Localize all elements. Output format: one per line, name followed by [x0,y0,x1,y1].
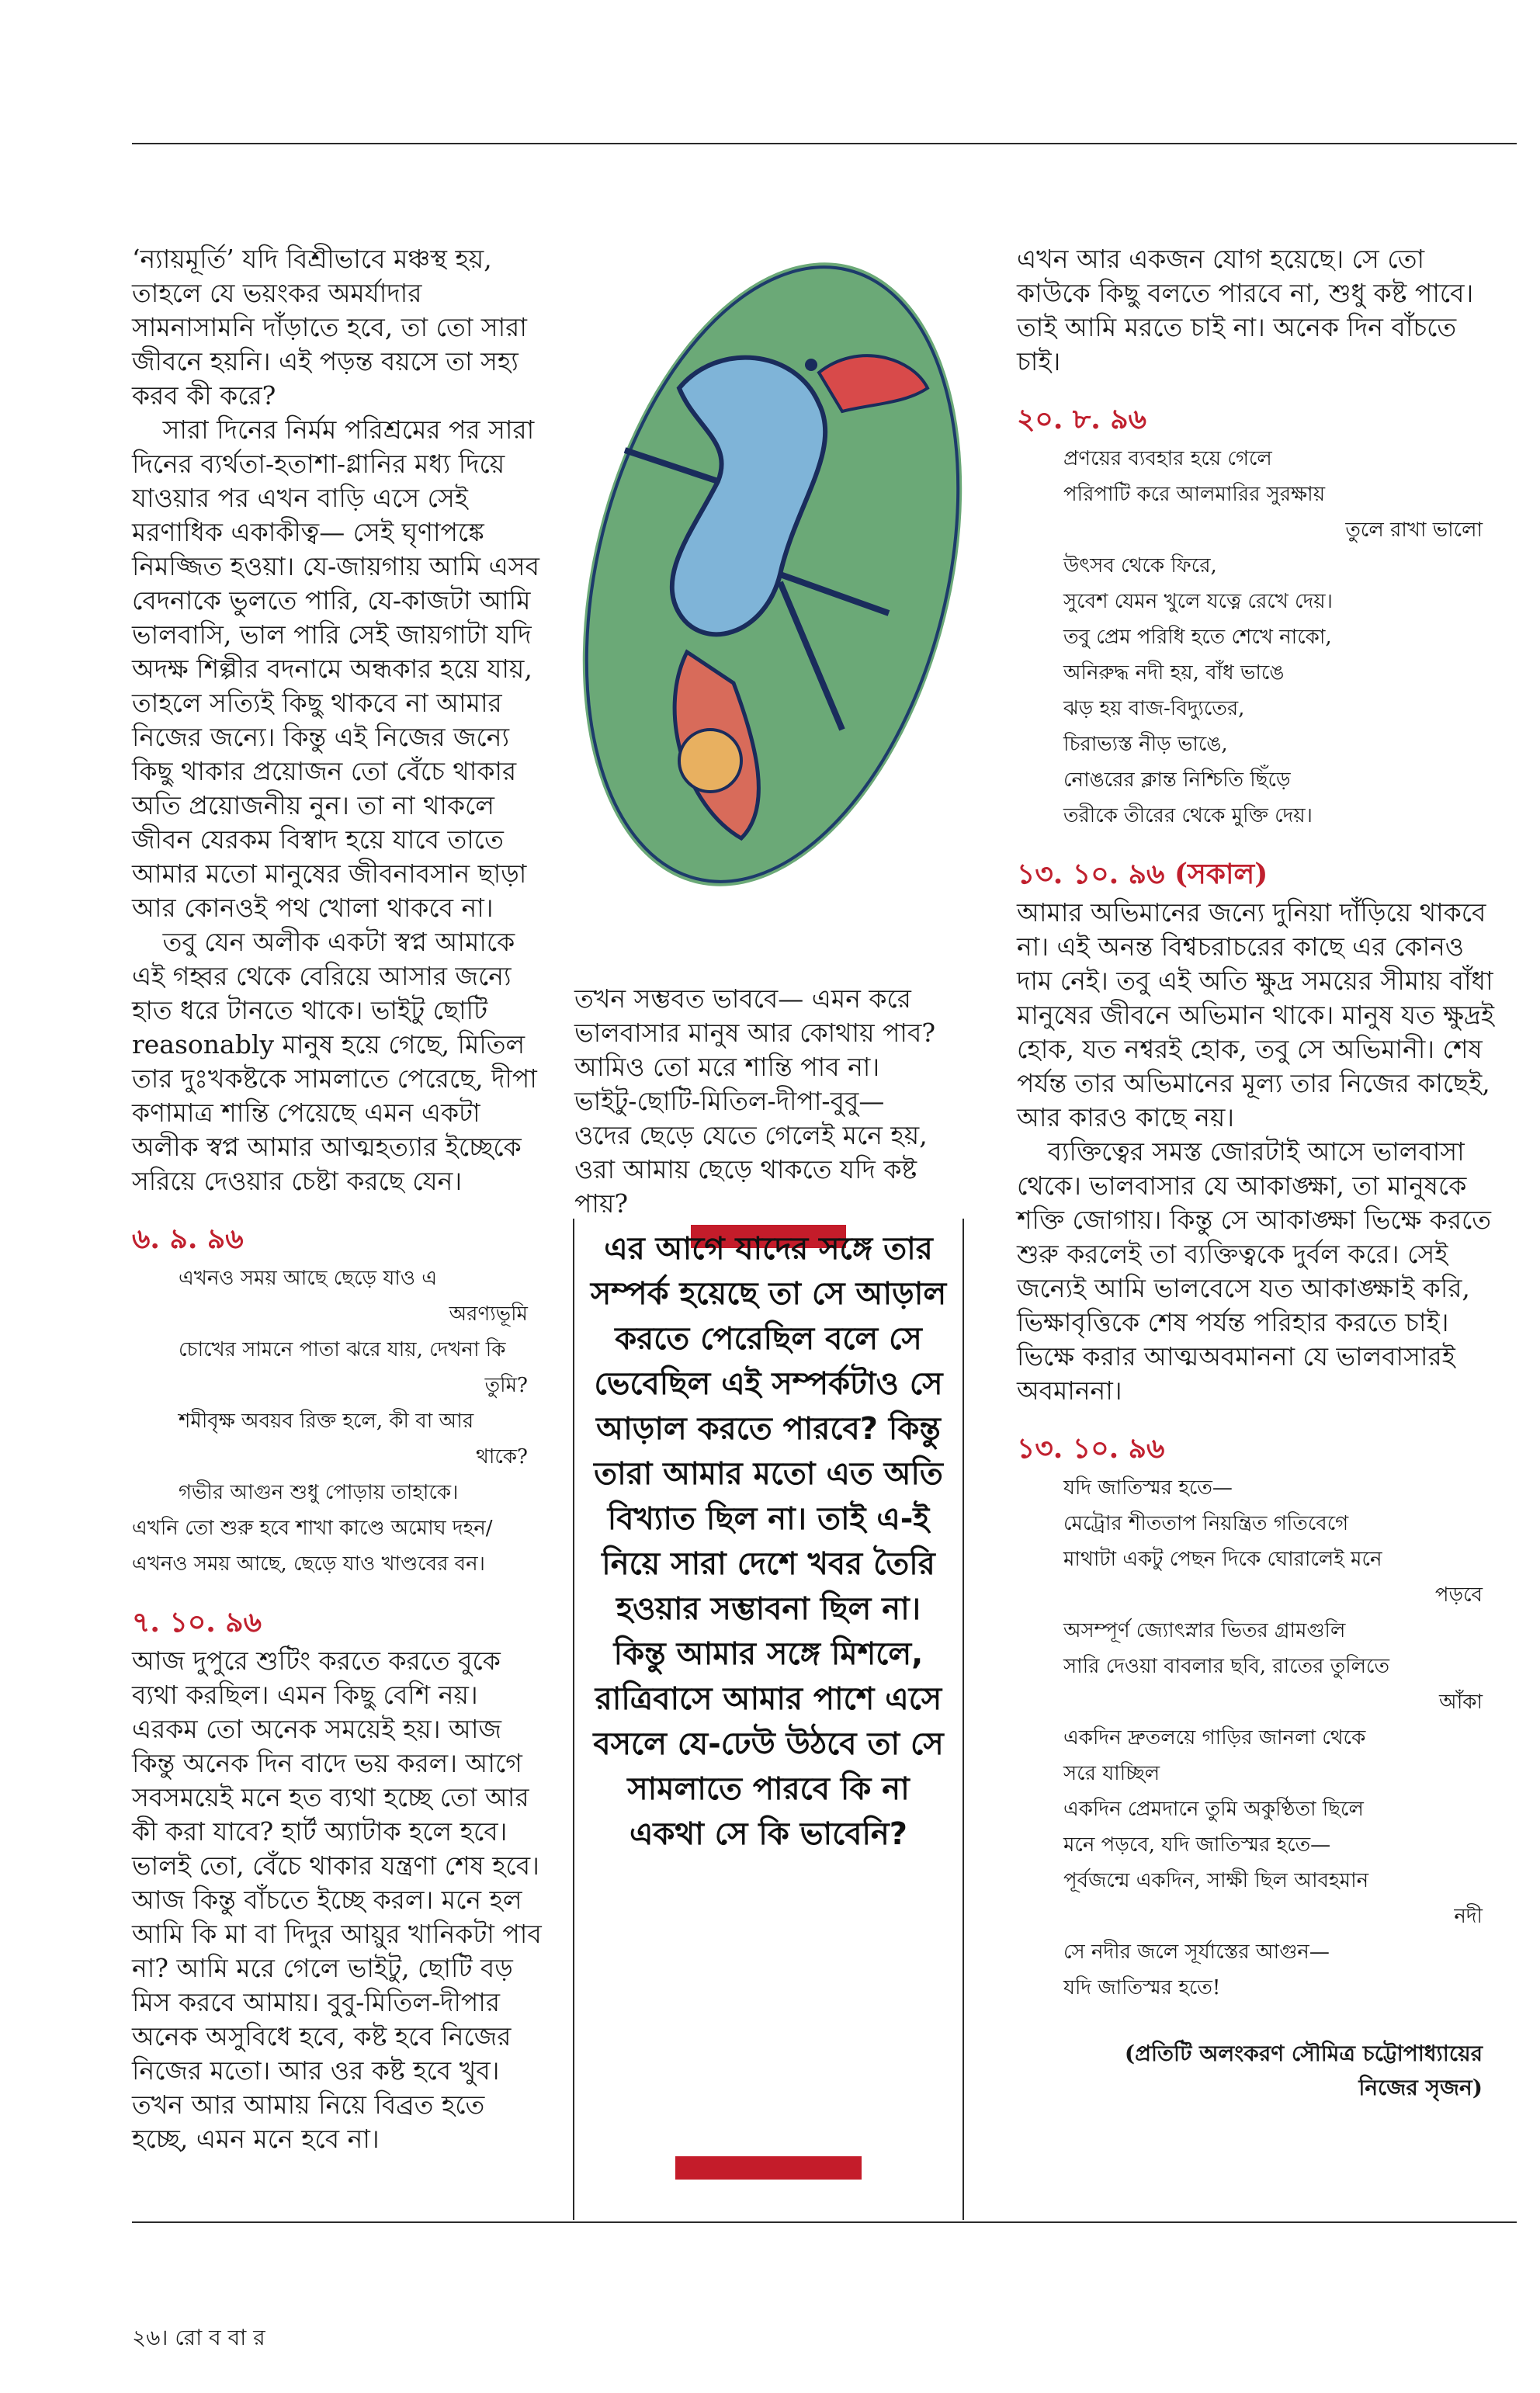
poem-line: এখনি তো শুরু হবে শাখা কাণ্ডে অমোঘ দহন/ [132,1517,493,1540]
illustration-bird-in-egg [563,248,982,900]
page-footer: ২৬। রো ব বা র [132,2325,265,2350]
poem [132,1261,543,1582]
poem-line: এখনও সময় আছে ছেড়ে যাও এ [179,1267,438,1290]
poem-line: ঝড় হয় বাজ-বিদ্যুতের, [1063,697,1245,720]
paragraph: আমার অভিমানের জন্যে দুনিয়া দাঁড়িয়ে থাকবে না। এই অনন্ত বিশ্বচরাচরের কাছে এর কোনও দাম নেই। তবু এই অতি ক্ষুদ্র সময়ের সীমায় বাঁধা মানুষের জীবনে অভিমান থাকে। মানুষ যত ক্ষুদ্রই হোক, যত নশ্বরই হোক, তবু সে অভিমানী। শেষ পর্যন্ত তার অভিমানের মূল্য তার নিজের কাছেই, আর কারও কাছে নয়। [1017,897,1495,1132]
paragraph: ‘ন্যায়মূর্তি’ যদি বিশ্রীভাবে মঞ্চস্থ হয়, তাহলে যে ভয়ংকর অমর্যাদার সামনাসামনি দাঁড়াতে হবে, তা তো সারা জীবনে হয়নি। এই পড়ন্ত বয়সে তা সহ্য করব কী করে? [132,244,527,411]
poem-line: পড়বে [1434,1583,1483,1607]
top-rule [132,143,1517,144]
diary-date: ১৩. ১০. ৯৬ [1017,1432,1165,1465]
poem-line: তরীকে তীরের থেকে মুক্তি দেয়। [1063,804,1313,827]
poem-line: মাথাটা একটু পেছন দিকে ঘোরালেই মনে [1063,1548,1382,1571]
poem-line: পরিপাটি করে আলমারির সুরক্ষায় [1063,483,1326,506]
poem-line: গভীর আগুন শুধু পোড়ায় তাহাকে। [179,1481,459,1504]
poem-line: চিরাভ্যস্ত নীড় ভাঙে, [1063,733,1228,756]
credit-line: নিজের সৃজন) [1358,2075,1483,2100]
poem-line: অনিরুদ্ধ নদী হয়, বাঁধ ভাঙে [1063,661,1285,685]
poem-line: সুবেশ যেমন খুলে যত্নে রেখে দেয়। [1063,590,1333,613]
column-left [132,242,543,2156]
column-divider-left [573,1219,574,2220]
poem-line: সরে যাচ্ছিল [1063,1762,1160,1785]
poem-line: শমীবৃক্ষ অবয়ব রিক্ত হলে, কী বা আর [179,1410,474,1433]
poem [1017,1470,1498,2006]
paragraph: তখন সম্ভবত ভাববে— এমন করে ভালবাসার মানুষ আর কোথায় পাব? আমিও তো মরে শান্তি পাব না। ভাইটু-ছোটি-মিতিল-দীপা-বুবু— ওদের ছেড়ে যেতে গেলেই মনে হয়, ওরা আমায় ছেড়ে থাকতে যদি কষ্ট পায়? [574,983,936,1219]
credit-line: (প্রতিটি অলংকরণ সৌমিত্র চট্টোপাধ্যায়ের [1124,2041,1483,2066]
pull-quote: এর আগে যাদের সঙ্গে তার সম্পর্ক হয়েছে তা সে আড়াল করতে পেরেছিল বলে সে ভেবেছিল এই সম্পর্কটাও সে আড়াল করতে পারবে? কিন্তু তারা আমার মতো এত অতি বিখ্যাত ছিল না। তাই এ-ই নিয়ে সারা দেশে খবর তৈরি হওয়ার সম্ভাবনা ছিল না। কিন্তু আমার সঙ্গে মিশলে, রাত্রিবাসে আমার পাশে এসে বসলে যে-ঢেউ উঠবে তা সে সামলাতে পারবে কি না একথা সে কি ভাবেনি? [590,1231,947,1852]
diary-date: ১৩. ১০. ৯৬ (সকাল) [1017,858,1268,890]
poem-line: থাকে? [476,1445,528,1469]
poem-line: চোখের সামনে পাতা ঝরে যায়, দেখনা কি [179,1338,506,1361]
paragraph: এখন আর একজন যোগ হয়েছে। সে তো কাউকে কিছু বলতে পারবে না, শুধু কষ্ট পাবে। তাই আমি মরতে চাই না। অনেক দিন বাঁচতে চাই। [1017,244,1474,376]
pullquote-bottom-bar [675,2156,862,2180]
poem-line: অরণ্যভূমি [449,1302,528,1326]
diary-date: ৭. ১০. ৯৬ [132,1606,262,1639]
poem-line: নোঙরের ক্লান্ত নিশ্চিতি ছিঁড়ে [1063,768,1291,792]
poem-line: আঁকা [1438,1691,1483,1714]
poem-line: তুলে রাখা ভালো [1345,518,1483,542]
poem-line: তুমি? [484,1374,528,1397]
poem-line: প্রণয়ের ব্যবহার হয়ে গেলে [1063,447,1272,470]
illustration-credit [1017,2037,1498,2105]
poem-line: সে নদীর জলে সূর্যাস্তের আগুন— [1063,1940,1330,1964]
poem-line: সারি দেওয়া বাবলার ছবি, রাতের তুলিতে [1063,1655,1389,1678]
bottom-rule [132,2221,1517,2223]
poem-line: মনে পড়বে, যদি জাতিস্মর হতে— [1063,1833,1331,1857]
column-right [1017,242,1498,2105]
diary-date: ২০. ৮. ৯৬ [1017,403,1147,435]
poem-line: যদি জাতিস্মর হতে! [1063,1976,1221,1999]
poem-line: অসম্পূর্ণ জ্যোৎস্নার ভিতর গ্রামগুলি [1063,1619,1346,1642]
poem-line: উৎসব থেকে ফিরে, [1063,554,1217,577]
poem-line: যদি জাতিস্মর হতে— [1063,1476,1233,1500]
poem-line: মেট্রোর শীততাপ নিয়ন্ত্রিত গতিবেগে [1063,1512,1349,1535]
column-middle [574,982,947,1221]
paragraph: ব্যক্তিত্বের সমস্ত জোরটাই আসে ভালবাসা থেকে। ভালবাসার যে আকাঙ্ক্ষা, তা মানুষকে শক্তি জোগায়। কিন্তু সে আকাঙ্ক্ষা ভিক্ষে করতে শুরু করলেই তা ব্যক্তিত্বকে দুর্বল করে। সেই জন্যেই আমি ভালবেসে যত আকাঙ্ক্ষাই করি, ভিক্ষাবৃত্তিকে শেষ পর্যন্ত পরিহার করতে চাই। ভিক্ষে করার আত্মঅবমাননা যে ভালবাসারই অবমাননা। [1017,1136,1492,1406]
column-divider-right [962,1219,964,2220]
poem-line: একদিন প্রেমদানে তুমি অকুণ্ঠিতা ছিলে [1063,1798,1364,1821]
poem-line: নদী [1454,1905,1483,1928]
poem-line: একদিন দ্রুতলয়ে গাড়ির জানলা থেকে [1063,1726,1366,1750]
diary-date: ৬. ৯. ৯৬ [132,1223,244,1255]
poem-line: পূর্বজন্মে একদিন, সাক্ষী ছিল আবহমান [1063,1869,1369,1892]
paragraph: আজ দুপুরে শুটিং করতে করতে বুকে ব্যথা করছিল। এমন কিছু বেশি নয়। এরকম তো অনেক সময়েই হয়। আজ কিন্তু অনেক দিন বাদে ভয় করল। আগে সবসময়েই মনে হত ব্যথা হচ্ছে তো আর কী করা যাবে? হার্ট অ্যাটাক হলে হবে। ভালই তো, বেঁচে থাকার যন্ত্রণা শেষ হবে। আজ কিন্তু বাঁচতে ইচ্ছে করল। মনে হল আমি কি মা বা দিদুর আয়ুর খানিকটা পাব না? আমি মরে গেলে ভাইটু, ছোটি বড় মিস করবে আমায়। বুবু-মিতিল-দীপার অনেক অসুবিধে হবে, কষ্ট হবে নিজের নিজের মতো। আর ওর কষ্ট হবে খুব। তখন আর আমায় নিয়ে বিব্রত হতে হচ্ছে, এমন মনে হবে না। [132,1646,542,2154]
poem-line: এখনও সময় আছে, ছেড়ে যাও খাণ্ডবের বন। [132,1552,485,1576]
poem [1017,441,1498,834]
poem-line: তবু প্রেম পরিধি হতে শেখে নাকো, [1063,626,1332,649]
paragraph: সারা দিনের নির্মম পরিশ্রমের পর সারা দিনের ব্যর্থতা-হতাশা-গ্লানির মধ্য দিয়ে যাওয়ার পর এখন বাড়ি এসে সেই মরণাধিক একাকীত্ব— সেই ঘৃণাপঙ্কে নিমজ্জিত হওয়া। যে-জায়গায় আমি এসব বেদনাকে ভুলতে পারি, যে-কাজটা আমি ভালবাসি, ভাল পারি সেই জায়গাটা যদি অদক্ষ শিল্পীর বদনামে অন্ধকার হয়ে যায়, তাহলে সত্যিই কিছু থাকবে না আমার নিজের জন্যে। কিন্তু এই নিজের জন্যে কিছু থাকার প্রয়োজন তো বেঁচে থাকার অতি প্রয়োজনীয় নুন। তা না থাকলে জীবন যেরকম বিস্বাদ হয়ে যাবে তাতে আমার মতো মানুষের জীবনাবসান ছাড়া আর কোনওই পথ খোলা থাকবে না। [132,414,539,923]
paragraph: তবু যেন অলীক একটা স্বপ্ন আমাকে এই গহ্বর থেকে বেরিয়ে আসার জন্যে হাত ধরে টানতে থাকে। ভাইটু ছোটি reasonably মানুষ হয়ে গেছে, মিতিল তার দুঃখকষ্টকে সামলাতে পেরেছে, দীপা কণামাত্র শান্তি পেয়েছে এমন একটা অলীক স্বপ্ন আমার আত্মহত্যার ইচ্ছেকে সরিয়ে দেওয়ার চেষ্টা করছে যেন। [132,927,537,1196]
